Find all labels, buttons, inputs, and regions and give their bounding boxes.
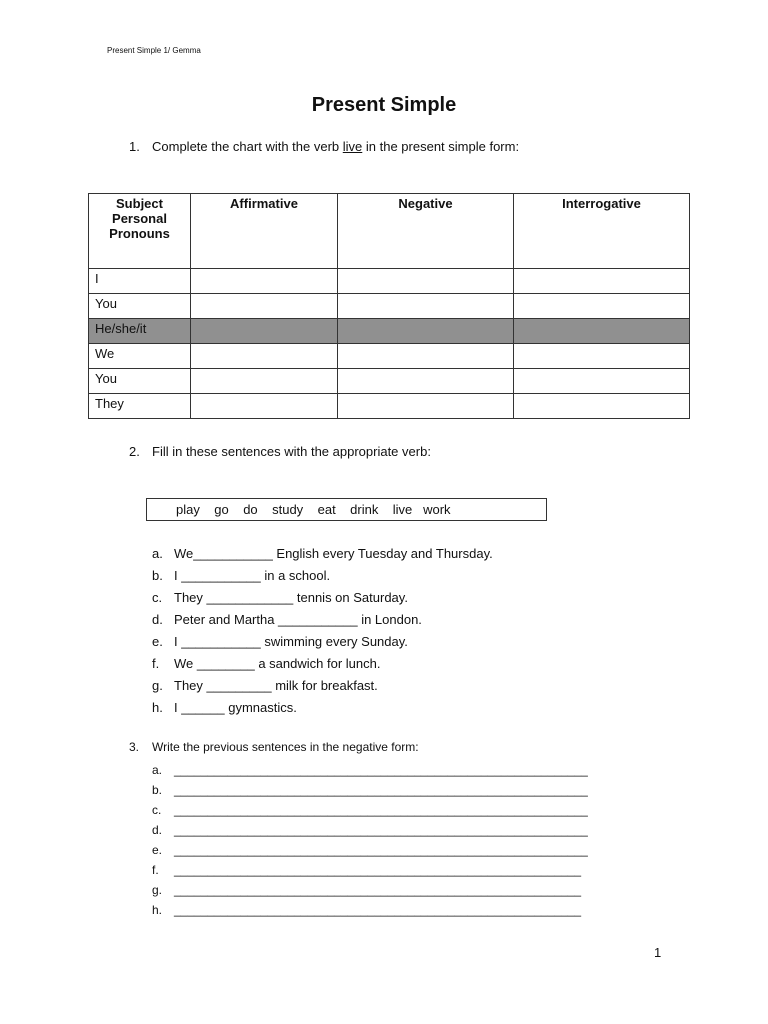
table-row [89, 394, 690, 419]
item-text: Peter and Martha ___________ in London. [174, 612, 422, 627]
answer-cell[interactable] [191, 344, 338, 369]
item-text: They ____________ tennis on Saturday. [174, 590, 408, 605]
item-text: We ________ a sandwich for lunch. [174, 656, 381, 671]
answer-cell[interactable] [191, 269, 338, 294]
item-label: c. [152, 590, 163, 605]
answer-cell[interactable] [514, 369, 690, 394]
answer-cell[interactable] [338, 394, 514, 419]
item-text: I ___________ swimming every Sunday. [174, 634, 408, 649]
item-label: f. [152, 656, 160, 671]
answer-line: _____________________________________________________________ [174, 883, 582, 897]
item-label: b. [152, 568, 163, 583]
item-text: I ___________ in a school. [174, 568, 331, 583]
item-label: e. [152, 634, 163, 649]
pronoun-cell: You [89, 369, 191, 394]
table-row [89, 294, 690, 319]
pronoun-cell: I [89, 269, 191, 294]
pronoun-cell: We [89, 344, 191, 369]
pronoun-cell: They [89, 394, 191, 419]
conjugation-chart [88, 193, 690, 419]
answer-line: ______________________________________________________________ [174, 763, 588, 777]
answer-line: ______________________________________________________________ [174, 803, 588, 817]
item-label: a. [152, 546, 163, 561]
item-label: f. [152, 863, 159, 877]
item-label: g. [152, 883, 163, 897]
list-item[interactable] [152, 589, 493, 611]
list-item[interactable] [152, 802, 588, 822]
item-label: c. [152, 803, 162, 817]
header-negative: Negative [338, 194, 514, 269]
header-affirmative: Affirmative [191, 194, 338, 269]
question-number: 2. [129, 444, 140, 459]
item-label: g. [152, 678, 163, 693]
answer-cell[interactable] [338, 269, 514, 294]
answer-cell[interactable] [338, 319, 514, 344]
pronoun-cell: He/she/it [89, 319, 191, 344]
item-label: a. [152, 763, 163, 777]
pronoun-cell: You [89, 294, 191, 319]
header-subject: Subject Personal Pronouns [89, 194, 191, 269]
item-text: We___________ English every Tuesday and Thursday. [174, 546, 493, 561]
answer-cell[interactable] [514, 344, 690, 369]
header-interrogative: Interrogative [514, 194, 690, 269]
list-item[interactable] [152, 699, 493, 721]
answer-cell[interactable] [338, 369, 514, 394]
list-item[interactable] [152, 677, 493, 699]
word-bank: play go do study eat drink live work [146, 498, 547, 521]
answer-line: _____________________________________________________________ [174, 863, 582, 877]
page-number: 1 [654, 945, 662, 960]
question-3 [129, 740, 419, 754]
list-item[interactable] [152, 545, 493, 567]
answer-cell[interactable] [514, 394, 690, 419]
page-header: Present Simple 1/ Gemma [107, 46, 201, 55]
list-item[interactable] [152, 822, 588, 842]
page-title: Present Simple [311, 94, 457, 116]
answer-cell[interactable] [514, 269, 690, 294]
item-text: I ______ gymnastics. [174, 700, 297, 715]
answer-line: ______________________________________________________________ [174, 823, 588, 837]
answer-cell[interactable] [191, 369, 338, 394]
item-text: They _________ milk for breakfast. [174, 678, 378, 693]
item-label: e. [152, 843, 163, 857]
question-2 [129, 444, 431, 459]
list-item[interactable] [152, 842, 588, 862]
table-row [89, 319, 690, 344]
answer-cell[interactable] [338, 294, 514, 319]
list-item[interactable] [152, 611, 493, 633]
item-label: h. [152, 700, 163, 715]
list-item[interactable] [152, 762, 588, 782]
question-text-after: in the present simple form: [362, 139, 520, 154]
sentence-list [152, 545, 493, 721]
answer-line: _____________________________________________________________ [174, 903, 582, 917]
table-row [89, 369, 690, 394]
question-text [152, 139, 519, 154]
list-item[interactable] [152, 882, 588, 902]
question-number: 1. [129, 139, 140, 154]
answer-line: ______________________________________________________________ [174, 783, 588, 797]
question-number: 3. [129, 740, 140, 754]
item-label: h. [152, 903, 163, 917]
item-label: b. [152, 783, 163, 797]
list-item[interactable] [152, 862, 588, 882]
answer-cell[interactable] [191, 294, 338, 319]
answer-cell[interactable] [338, 344, 514, 369]
chart-header-row [89, 194, 690, 269]
question-text: Write the previous sentences in the negative form: [152, 740, 419, 754]
table-row [89, 269, 690, 294]
list-item[interactable] [152, 902, 588, 922]
list-item[interactable] [152, 655, 493, 677]
item-label: d. [152, 612, 163, 627]
answer-cell[interactable] [514, 294, 690, 319]
answer-cell[interactable] [191, 319, 338, 344]
table-row [89, 344, 690, 369]
answer-line: ______________________________________________________________ [174, 843, 588, 857]
question-1 [129, 139, 519, 154]
verb-live: live [342, 139, 363, 154]
answer-cell[interactable] [514, 319, 690, 344]
list-item[interactable] [152, 782, 588, 802]
list-item[interactable] [152, 567, 493, 589]
answer-cell[interactable] [191, 394, 338, 419]
question-text-before: Complete the chart with the verb [152, 139, 343, 154]
item-label: d. [152, 823, 163, 837]
question-text: Fill in these sentences with the appropriate verb: [152, 444, 431, 459]
negative-form-list [152, 762, 588, 922]
list-item[interactable] [152, 633, 493, 655]
